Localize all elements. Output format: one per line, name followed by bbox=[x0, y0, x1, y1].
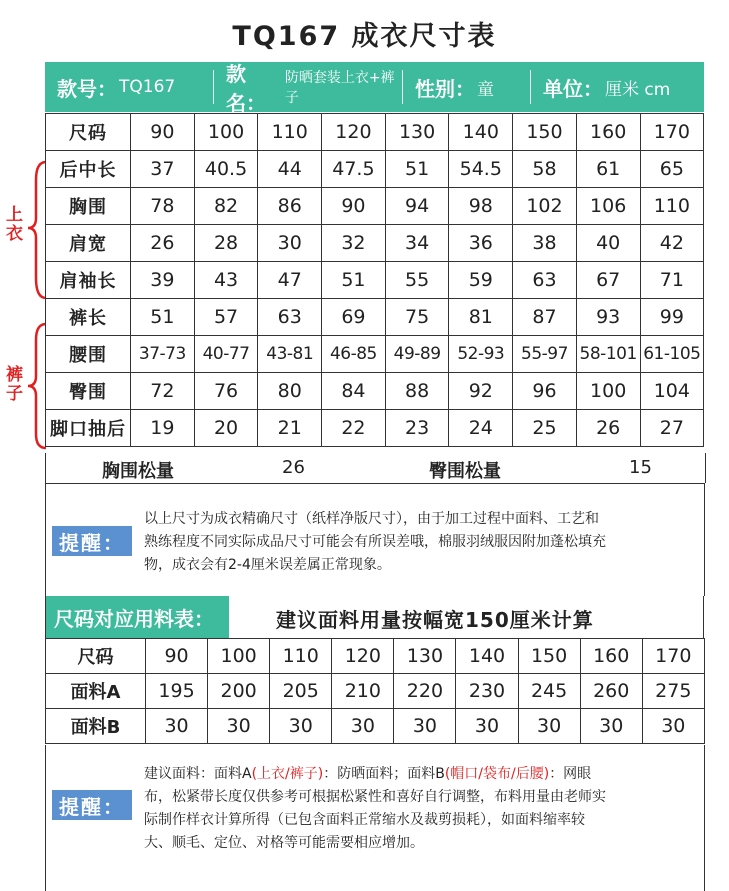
table-cell: 20 bbox=[194, 410, 258, 447]
size-header-row bbox=[46, 114, 704, 151]
page-title: TQ167 成衣尺寸表 bbox=[232, 21, 497, 52]
table-cell: 30 bbox=[146, 709, 208, 744]
table-cell: 30 bbox=[456, 709, 518, 744]
fabric-reminder-line: 际制作样衣计算所得（已包含面料正常缩水及裁剪损耗），如面料缩率较 bbox=[144, 812, 585, 828]
row-label: 肩袖长 bbox=[46, 262, 131, 299]
size-header-cell: 110 bbox=[258, 114, 322, 151]
fabric-reminder-line: 布，松紧带长度仅供参考可根据松紧性和喜好自行调整，布料用量由老师实 bbox=[144, 789, 606, 805]
fabric-section-header bbox=[45, 596, 704, 638]
table-cell: 39 bbox=[131, 262, 195, 299]
table-cell: 34 bbox=[385, 225, 449, 262]
table-cell: 51 bbox=[322, 262, 386, 299]
table-cell: 104 bbox=[640, 373, 704, 410]
table-cell: 61-105 bbox=[640, 336, 704, 373]
table-cell: 40-77 bbox=[194, 336, 258, 373]
table-cell: 22 bbox=[322, 410, 386, 447]
table-cell: 78 bbox=[131, 188, 195, 225]
table-cell: 40 bbox=[576, 225, 640, 262]
table-row bbox=[46, 709, 705, 744]
size-header-cell: 140 bbox=[456, 639, 518, 674]
reminder-line: 熟练程度不同实际成品尺寸可能会有所误差哦，棉服羽绒服因附加蓬松填充 bbox=[144, 534, 606, 550]
fabric-header-row bbox=[46, 639, 705, 674]
table-cell: 32 bbox=[322, 225, 386, 262]
size-header-cell: 150 bbox=[513, 114, 577, 151]
table-cell: 98 bbox=[449, 188, 513, 225]
fabric-reminder-line bbox=[144, 763, 606, 786]
fabric-section-tab: 尺码对应用料表： bbox=[46, 596, 229, 638]
table-cell: 275 bbox=[642, 674, 704, 709]
table-cell: 27 bbox=[640, 410, 704, 447]
fabric-reminder-tag: 提醒： bbox=[52, 790, 132, 820]
row-label: 臀围 bbox=[46, 373, 131, 410]
table-cell: 76 bbox=[194, 373, 258, 410]
table-cell: 58 bbox=[513, 151, 577, 188]
fabric-reminder-box bbox=[45, 745, 705, 891]
reminder-tag: 提醒： bbox=[52, 526, 132, 556]
reminder-text bbox=[144, 508, 606, 577]
table-cell: 30 bbox=[258, 225, 322, 262]
table-cell: 63 bbox=[513, 262, 577, 299]
highlight-span: (帽口/袋布/后腰) bbox=[444, 766, 550, 782]
unit-value: 厘米 cm bbox=[605, 79, 671, 100]
name-field bbox=[214, 62, 402, 115]
table-cell: 245 bbox=[518, 674, 580, 709]
size-header-cell: 90 bbox=[131, 114, 195, 151]
table-cell: 100 bbox=[576, 373, 640, 410]
table-cell: 30 bbox=[208, 709, 270, 744]
table-cell: 88 bbox=[385, 373, 449, 410]
table-cell: 92 bbox=[449, 373, 513, 410]
table-cell: 54.5 bbox=[449, 151, 513, 188]
table-cell: 96 bbox=[513, 373, 577, 410]
row-label: 后中长 bbox=[46, 151, 131, 188]
table-cell: 61 bbox=[576, 151, 640, 188]
fabric-table bbox=[45, 638, 705, 744]
table-cell: 90 bbox=[322, 188, 386, 225]
size-header-cell: 130 bbox=[385, 114, 449, 151]
table-cell: 200 bbox=[208, 674, 270, 709]
size-header-cell: 160 bbox=[580, 639, 642, 674]
text-span: ：网眼 bbox=[549, 766, 592, 782]
fabric-section-title: 建议面料用量按幅宽150厘米计算 bbox=[276, 608, 594, 632]
table-cell: 28 bbox=[194, 225, 258, 262]
table-cell: 59 bbox=[449, 262, 513, 299]
table-cell: 43 bbox=[194, 262, 258, 299]
size-header-cell: 90 bbox=[146, 639, 208, 674]
size-header-cell: 170 bbox=[640, 114, 704, 151]
table-cell: 102 bbox=[513, 188, 577, 225]
chest-ease-value: 26 bbox=[282, 457, 305, 478]
header-bar bbox=[45, 62, 704, 115]
top-side-label: 上衣 bbox=[6, 205, 23, 244]
table-row bbox=[46, 299, 704, 336]
size-header-cell: 160 bbox=[576, 114, 640, 151]
table-cell: 36 bbox=[449, 225, 513, 262]
size-header-cell: 100 bbox=[194, 114, 258, 151]
table-cell: 30 bbox=[270, 709, 332, 744]
table-cell: 87 bbox=[513, 299, 577, 336]
table-cell: 94 bbox=[385, 188, 449, 225]
table-row bbox=[46, 674, 705, 709]
reminder-box bbox=[45, 483, 705, 596]
reminder-line: 物，成衣会有2-4厘米误差属正常现象。 bbox=[144, 557, 391, 573]
table-cell: 30 bbox=[518, 709, 580, 744]
gender-value: 童 bbox=[477, 79, 494, 100]
table-cell: 210 bbox=[332, 674, 394, 709]
table-cell: 43-81 bbox=[258, 336, 322, 373]
table-cell: 44 bbox=[258, 151, 322, 188]
unit-label: 单位： bbox=[543, 76, 603, 101]
table-row bbox=[46, 373, 704, 410]
table-cell: 67 bbox=[576, 262, 640, 299]
chest-ease-label: 胸围松量 bbox=[102, 461, 174, 482]
model-label: 款号： bbox=[57, 76, 117, 101]
row-label: 裤长 bbox=[46, 299, 131, 336]
fabric-reminder-line: 大、顺毛、定位、对格等可能需要相应增加。 bbox=[144, 835, 424, 851]
row-label: 面料A bbox=[46, 674, 146, 709]
table-row bbox=[46, 336, 704, 373]
hip-ease-value: 15 bbox=[629, 457, 652, 478]
ease-row bbox=[45, 453, 706, 483]
table-cell: 93 bbox=[576, 299, 640, 336]
top-bracket bbox=[28, 162, 46, 298]
highlight-span: (上衣/裤子) bbox=[251, 766, 324, 782]
row-label: 肩宽 bbox=[46, 225, 131, 262]
row-label: 面料B bbox=[46, 709, 146, 744]
table-cell: 82 bbox=[194, 188, 258, 225]
hip-ease-label: 臀围松量 bbox=[429, 461, 501, 482]
size-header-cell: 170 bbox=[642, 639, 704, 674]
text-span: ：防晒面料；面料B bbox=[323, 766, 445, 782]
table-cell: 84 bbox=[322, 373, 386, 410]
table-cell: 72 bbox=[131, 373, 195, 410]
size-table bbox=[45, 113, 704, 447]
table-cell: 69 bbox=[322, 299, 386, 336]
table-cell: 37 bbox=[131, 151, 195, 188]
table-cell: 25 bbox=[513, 410, 577, 447]
table-cell: 40.5 bbox=[194, 151, 258, 188]
unit-field bbox=[531, 62, 701, 112]
table-cell: 51 bbox=[131, 299, 195, 336]
name-value: 防晒套装上衣+裤子 bbox=[284, 70, 395, 106]
table-row bbox=[46, 225, 704, 262]
table-cell: 26 bbox=[131, 225, 195, 262]
table-cell: 81 bbox=[449, 299, 513, 336]
pants-side-label: 裤子 bbox=[6, 365, 23, 404]
table-cell: 47 bbox=[258, 262, 322, 299]
pants-bracket bbox=[28, 324, 46, 448]
table-cell: 51 bbox=[385, 151, 449, 188]
table-cell: 42 bbox=[640, 225, 704, 262]
bracket-marks bbox=[0, 150, 48, 455]
table-cell: 57 bbox=[194, 299, 258, 336]
row-label: 腰围 bbox=[46, 336, 131, 373]
table-cell: 195 bbox=[146, 674, 208, 709]
row-label: 胸围 bbox=[46, 188, 131, 225]
fabric-reminder-text bbox=[144, 763, 606, 855]
table-cell: 47.5 bbox=[322, 151, 386, 188]
gender-field bbox=[403, 62, 530, 112]
table-cell: 106 bbox=[576, 188, 640, 225]
name-label: 款名： bbox=[226, 62, 266, 115]
table-cell: 30 bbox=[580, 709, 642, 744]
size-header-cell: 100 bbox=[208, 639, 270, 674]
text-span: 建议面料：面料A bbox=[144, 766, 252, 782]
table-cell: 260 bbox=[580, 674, 642, 709]
model-value: TQ167 bbox=[119, 77, 176, 97]
table-cell: 205 bbox=[270, 674, 332, 709]
row-label: 尺码 bbox=[46, 114, 131, 151]
table-cell: 58-101 bbox=[576, 336, 640, 373]
table-cell: 220 bbox=[394, 674, 456, 709]
table-cell: 71 bbox=[640, 262, 704, 299]
table-cell: 65 bbox=[640, 151, 704, 188]
gender-label: 性别： bbox=[415, 76, 475, 101]
table-cell: 99 bbox=[640, 299, 704, 336]
table-cell: 21 bbox=[258, 410, 322, 447]
table-cell: 80 bbox=[258, 373, 322, 410]
size-header-cell: 130 bbox=[394, 639, 456, 674]
table-cell: 86 bbox=[258, 188, 322, 225]
table-cell: 75 bbox=[385, 299, 449, 336]
table-cell: 49-89 bbox=[385, 336, 449, 373]
size-header-cell: 140 bbox=[449, 114, 513, 151]
model-field bbox=[45, 62, 213, 112]
table-cell: 38 bbox=[513, 225, 577, 262]
size-header-cell: 110 bbox=[270, 639, 332, 674]
table-cell: 55 bbox=[385, 262, 449, 299]
table-cell: 30 bbox=[642, 709, 704, 744]
table-cell: 110 bbox=[640, 188, 704, 225]
row-label: 脚口抽后 bbox=[46, 410, 131, 447]
table-row bbox=[46, 410, 704, 447]
table-row bbox=[46, 262, 704, 299]
table-cell: 52-93 bbox=[449, 336, 513, 373]
table-cell: 55-97 bbox=[513, 336, 577, 373]
size-header-cell: 150 bbox=[518, 639, 580, 674]
table-cell: 46-85 bbox=[322, 336, 386, 373]
table-cell: 23 bbox=[385, 410, 449, 447]
table-cell: 26 bbox=[576, 410, 640, 447]
reminder-line: 以上尺寸为成衣精确尺寸（纸样净版尺寸），由于加工过程中面料、工艺和 bbox=[144, 511, 599, 527]
table-cell: 30 bbox=[394, 709, 456, 744]
size-header-cell: 120 bbox=[322, 114, 386, 151]
table-row bbox=[46, 188, 704, 225]
size-header-cell: 120 bbox=[332, 639, 394, 674]
table-row bbox=[46, 151, 704, 188]
table-cell: 230 bbox=[456, 674, 518, 709]
table-cell: 63 bbox=[258, 299, 322, 336]
table-cell: 19 bbox=[131, 410, 195, 447]
table-cell: 24 bbox=[449, 410, 513, 447]
table-cell: 37-73 bbox=[131, 336, 195, 373]
row-label: 尺码 bbox=[46, 639, 146, 674]
table-cell: 30 bbox=[332, 709, 394, 744]
